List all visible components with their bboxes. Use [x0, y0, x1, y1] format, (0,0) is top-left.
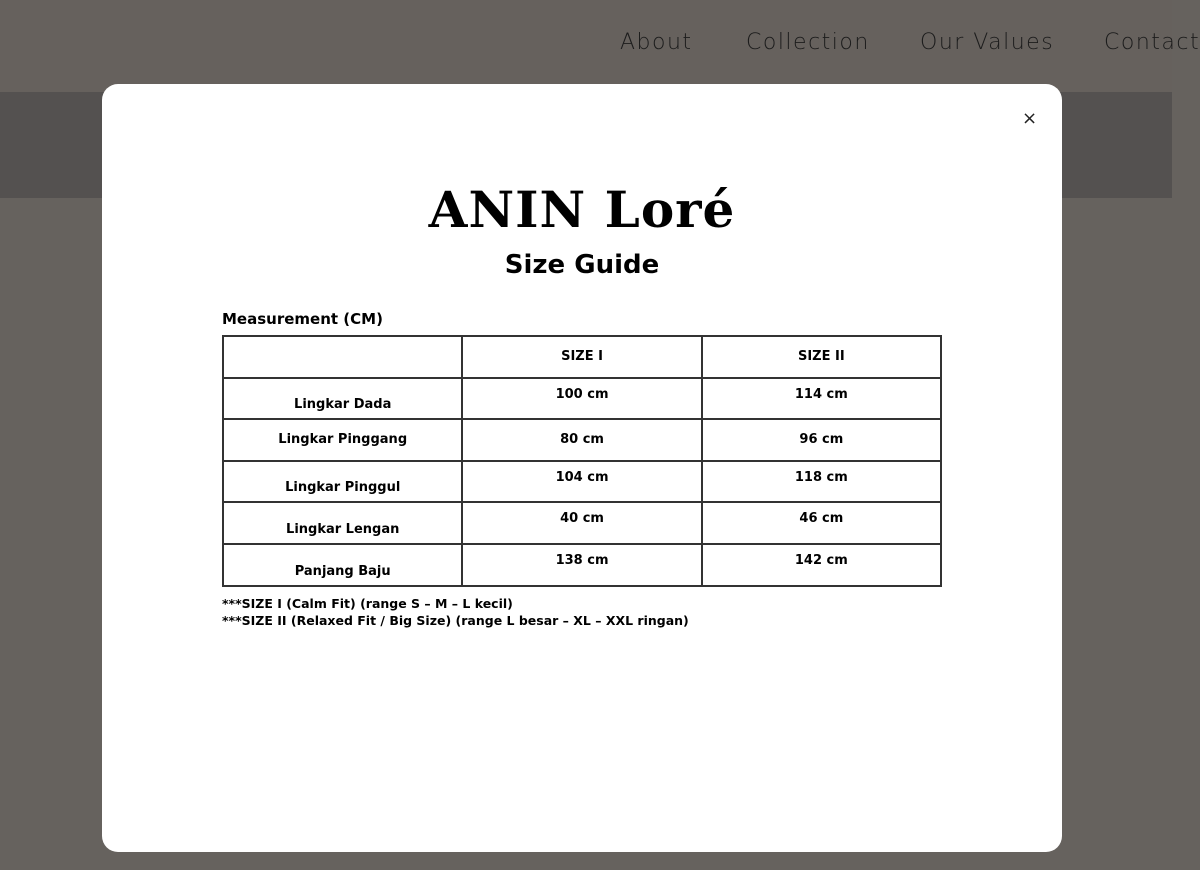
cell: 104 cm	[462, 461, 701, 503]
cell: 80 cm	[462, 419, 701, 461]
table-row	[223, 461, 941, 503]
header-cell	[223, 336, 462, 378]
nav-our-values[interactable]: Our Values	[920, 30, 1055, 55]
top-nav	[0, 0, 1200, 92]
table-row	[223, 544, 941, 586]
table-row	[223, 502, 941, 544]
row-label: Panjang Baju	[223, 544, 462, 586]
table-row	[223, 378, 941, 420]
header-cell: SIZE II	[702, 336, 941, 378]
cell: 138 cm	[462, 544, 701, 586]
cell: 46 cm	[702, 502, 941, 544]
size-guide-title: Size Guide	[504, 250, 660, 280]
cell: 40 cm	[462, 502, 701, 544]
table-row	[223, 419, 941, 461]
nav-collection[interactable]: Collection	[746, 30, 870, 55]
cell: 118 cm	[702, 461, 941, 503]
size-note: ***SIZE I (Calm Fit) (range S – M – L kecil)	[222, 596, 513, 611]
size-guide-modal	[102, 84, 1062, 852]
measurement-label: Measurement (CM)	[222, 310, 383, 328]
brand-logo: ANIN Loré	[428, 180, 736, 239]
close-icon[interactable]: ×	[1022, 108, 1038, 129]
size-table	[222, 335, 942, 587]
table-header	[223, 336, 941, 378]
row-label: Lingkar Pinggang	[223, 419, 462, 461]
cell: 96 cm	[702, 419, 941, 461]
row-label: Lingkar Dada	[223, 378, 462, 420]
cell: 100 cm	[462, 378, 701, 420]
header-cell: SIZE I	[462, 336, 701, 378]
row-label: Lingkar Lengan	[223, 502, 462, 544]
cell: 114 cm	[702, 378, 941, 420]
nav-contact[interactable]: Contact	[1104, 30, 1200, 55]
cell: 142 cm	[702, 544, 941, 586]
nav-about[interactable]: About	[620, 30, 693, 55]
size-note: ***SIZE II (Relaxed Fit / Big Size) (range L besar – XL – XXL ringan)	[222, 613, 689, 628]
row-label: Lingkar Pinggul	[223, 461, 462, 503]
